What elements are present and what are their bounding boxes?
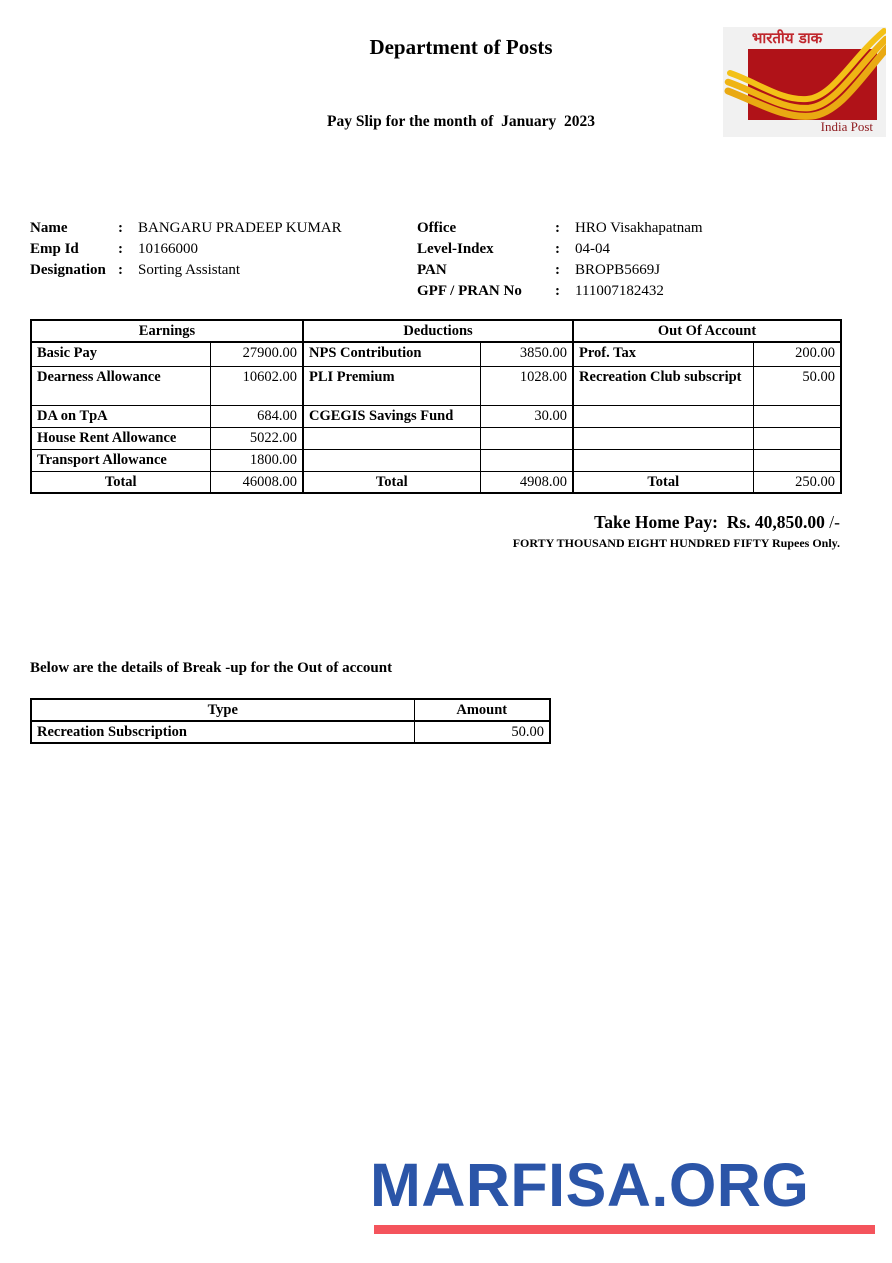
colon: :	[118, 220, 123, 236]
gpf-pran-value: 111007182432	[575, 283, 664, 299]
deduction-label: CGEGIS Savings Fund	[303, 405, 480, 427]
earning-label: DA on TpA	[31, 405, 210, 427]
earning-amount: 27900.00	[210, 342, 303, 366]
out-of-account-label	[573, 449, 753, 471]
deduction-amount	[480, 449, 573, 471]
out-of-account-amount	[753, 405, 841, 427]
earning-label: Dearness Allowance	[31, 366, 210, 405]
colon: :	[555, 241, 560, 257]
pay-table-total-row	[31, 471, 841, 493]
earning-label: House Rent Allowance	[31, 427, 210, 449]
employee-name-row	[30, 218, 342, 239]
pay-table	[30, 319, 842, 494]
designation-value: Sorting Assistant	[138, 262, 241, 278]
out-of-account-total-amount: 250.00	[753, 471, 841, 493]
out-of-account-label: Recreation Club subscript	[573, 366, 753, 405]
emp-id-label: Emp Id	[30, 241, 79, 257]
deductions-header: Deductions	[303, 320, 573, 342]
breakup-table	[30, 698, 551, 744]
take-home-pay-suffix: /-	[829, 512, 840, 532]
table-row	[31, 342, 841, 366]
earning-amount: 1800.00	[210, 449, 303, 471]
pan-row	[417, 260, 703, 281]
emp-id-value: 10166000	[138, 241, 198, 257]
take-home-pay	[30, 512, 840, 533]
level-index-row	[417, 239, 703, 260]
name-value: BANGARU PRADEEP KUMAR	[138, 220, 342, 236]
deduction-amount: 30.00	[480, 405, 573, 427]
earnings-total-amount: 46008.00	[210, 471, 303, 493]
table-row	[31, 427, 841, 449]
colon: :	[555, 220, 560, 236]
table-row	[31, 366, 841, 405]
take-home-pay-section	[30, 512, 840, 551]
deduction-amount: 3850.00	[480, 342, 573, 366]
deduction-label: NPS Contribution	[303, 342, 480, 366]
breakup-amount: 50.00	[414, 721, 550, 743]
office-value: HRO Visakhapatnam	[575, 220, 703, 236]
earning-amount: 10602.00	[210, 366, 303, 405]
earning-amount: 684.00	[210, 405, 303, 427]
marfisa-brand-text: MARFISA.ORG	[370, 1151, 810, 1219]
deductions-total-amount: 4908.00	[480, 471, 573, 493]
pay-table-header-row	[31, 320, 841, 342]
office-row	[417, 218, 703, 239]
employee-id-row	[30, 239, 342, 260]
level-index-label: Level-Index	[417, 241, 494, 257]
page-title: Department of Posts	[369, 35, 553, 59]
payslip-month-subtitle: Pay Slip for the month of January 2023	[327, 113, 595, 130]
employee-info-right	[417, 218, 703, 302]
out-of-account-label: Prof. Tax	[573, 342, 753, 366]
take-home-pay-in-words: FORTY THOUSAND EIGHT HUNDRED FIFTY Rupees Only.	[512, 536, 840, 550]
brand-underline	[374, 1225, 875, 1234]
out-of-account-amount	[753, 449, 841, 471]
breakup-header-row	[31, 699, 550, 721]
out-of-account-label	[573, 405, 753, 427]
deduction-label	[303, 427, 480, 449]
table-row	[31, 405, 841, 427]
level-index-value: 04-04	[575, 241, 610, 257]
logo-hindi-text: भारतीय डाक	[751, 29, 823, 47]
breakup-type: Recreation Subscription	[31, 721, 414, 743]
deduction-label: PLI Premium	[303, 366, 480, 405]
name-label: Name	[30, 220, 68, 236]
gpf-pran-row	[417, 281, 703, 302]
out-of-account-amount	[753, 427, 841, 449]
amount-header: Amount	[414, 699, 550, 721]
deduction-amount	[480, 427, 573, 449]
earnings-header: Earnings	[31, 320, 303, 342]
deduction-label	[303, 449, 480, 471]
designation-label: Designation	[30, 262, 106, 278]
deductions-total-label: Total	[303, 471, 480, 493]
india-post-logo-icon	[723, 27, 886, 137]
out-of-account-total-label: Total	[573, 471, 753, 493]
table-row	[31, 721, 550, 743]
breakup-heading: Below are the details of Break -up for the Out of account	[30, 660, 393, 676]
earning-amount: 5022.00	[210, 427, 303, 449]
pan-label: PAN	[417, 262, 447, 278]
employee-info-left	[30, 218, 342, 281]
logo-caption: India Post	[820, 119, 873, 134]
marfisa-watermark	[370, 1150, 890, 1234]
out-of-account-amount: 50.00	[753, 366, 841, 405]
earning-label: Basic Pay	[31, 342, 210, 366]
out-of-account-label	[573, 427, 753, 449]
colon: :	[118, 241, 123, 257]
colon: :	[118, 262, 123, 278]
gpf-pran-label: GPF / PRAN No	[417, 283, 522, 299]
out-of-account-header: Out Of Account	[573, 320, 841, 342]
designation-row	[30, 260, 342, 281]
take-home-pay-label: Take Home Pay: Rs. 40,850.00	[594, 512, 830, 532]
earning-label: Transport Allowance	[31, 449, 210, 471]
colon: :	[555, 283, 560, 299]
office-label: Office	[417, 220, 457, 236]
table-row	[31, 449, 841, 471]
out-of-account-amount: 200.00	[753, 342, 841, 366]
colon: :	[555, 262, 560, 278]
type-header: Type	[31, 699, 414, 721]
earnings-total-label: Total	[31, 471, 210, 493]
pan-value: BROPB5669J	[575, 262, 661, 278]
india-post-logo	[723, 27, 886, 137]
deduction-amount: 1028.00	[480, 366, 573, 405]
